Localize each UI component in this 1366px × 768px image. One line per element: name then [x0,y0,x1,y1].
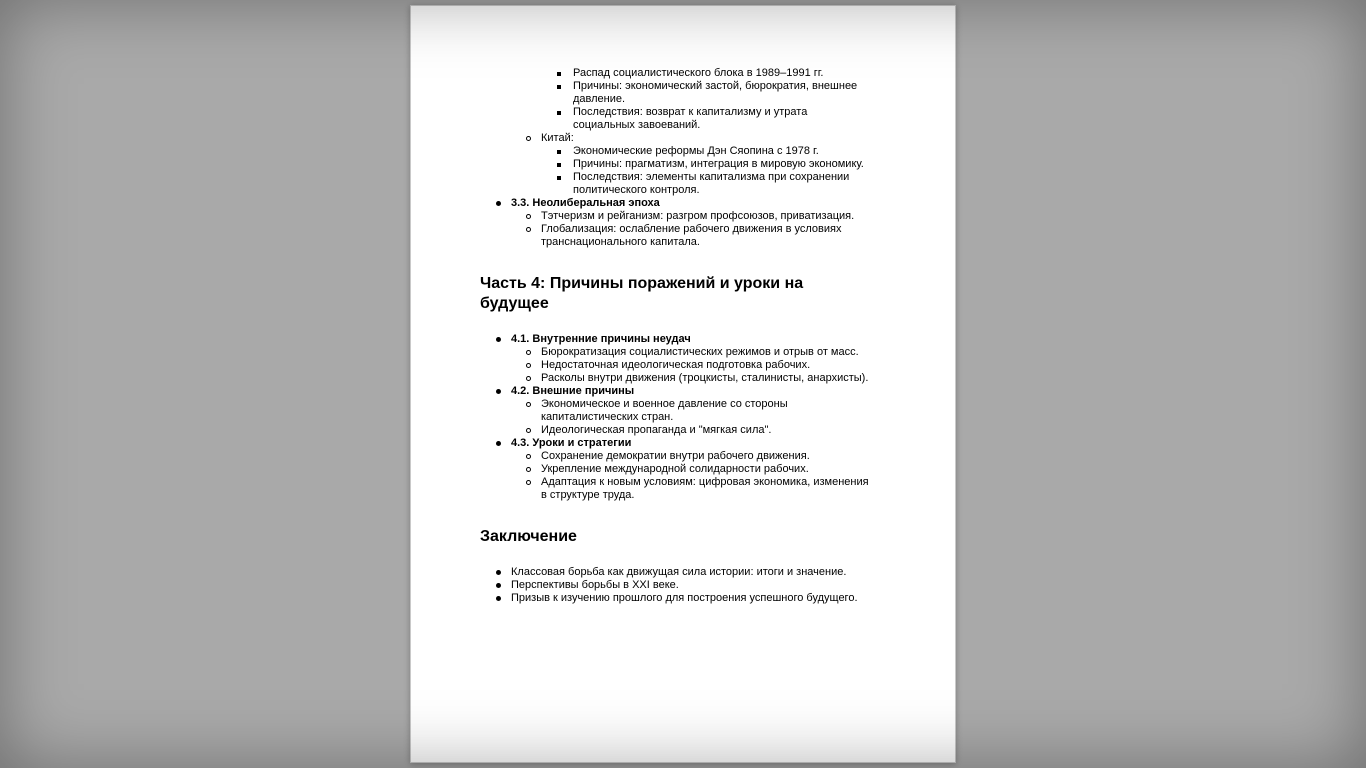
list-item [480,450,869,463]
list-item-text: Причины: прагматизм, интеграция в мировую экономику. [573,158,864,170]
list-item [480,463,869,476]
list-item-text: Недостаточная идеологическая подготовка рабочих. [541,359,811,371]
bullet-disc-icon [496,337,501,342]
list-item [480,579,869,592]
list-item [480,424,869,437]
list-item-text: 4.1. Внутренние причины неудач [511,333,691,345]
document-content [411,6,955,605]
bullet-square-icon [557,176,561,180]
bullet-disc-icon [496,389,501,394]
list-item-text: Перспективы борьбы в XXI веке. [511,579,679,591]
list-block [480,566,869,605]
bullet-square-icon [557,85,561,89]
list-item-text: Последствия: элементы капитализма при сохранении политического контроля. [573,171,850,196]
list-item-text: 3.3. Неолиберальная эпоха [511,197,660,209]
list-item [480,372,869,385]
document-page [410,5,956,763]
list-item [480,437,869,450]
bullet-circle-icon [526,467,531,472]
list-item [480,145,869,158]
bullet-circle-icon [526,454,531,459]
list-item-text: Бюрократизация социалистических режимов и отрыв от масс. [541,346,859,358]
list-item-text: 4.3. Уроки и стратегии [511,437,632,449]
bullet-circle-icon [526,214,531,219]
list-item-text: Тэтчеризм и рейганизм: разгром профсоюзов, приватизация. [541,210,855,222]
list-item-text: Сохранение демократии внутри рабочего движения. [541,450,810,462]
list-item [480,346,869,359]
list-item [480,171,869,197]
list-item-text: 4.2. Внешние причины [511,385,635,397]
bullet-square-icon [557,163,561,167]
list-item-text: Классовая борьба как движущая сила истории: итоги и значение. [511,566,847,578]
bullet-circle-icon [526,402,531,407]
bullet-circle-icon [526,350,531,355]
list-item-text: Причины: экономический застой, бюрократия, внешнее давление. [573,80,858,105]
list-item [480,333,869,346]
list-item-text: Идеологическая пропаганда и "мягкая сила". [541,424,772,436]
list-item-text: Последствия: возврат к капитализму и утрата социальных завоеваний. [573,106,808,131]
bullet-disc-icon [496,583,501,588]
bullet-circle-icon [526,227,531,232]
section-heading-part4: Часть 4: Причины поражений и уроки на будущее [480,275,804,312]
list-item [480,398,869,424]
list-item [480,476,869,502]
bullet-disc-icon [496,201,501,206]
list-block [480,67,869,249]
bullet-circle-icon [526,376,531,381]
list-item-text: Китай: [541,132,574,144]
list-block [480,333,869,502]
bullet-disc-icon [496,570,501,575]
bullet-circle-icon [526,136,531,141]
list-item [480,197,869,210]
list-item [480,385,869,398]
list-item-text: Экономическое и военное давление со стороны капиталистических стран. [541,398,788,423]
bullet-circle-icon [526,363,531,368]
list-item [480,566,869,579]
list-item [480,67,869,80]
list-item-text: Распад социалистического блока в 1989–1991 гг. [573,67,824,79]
bullet-square-icon [557,111,561,115]
list-item [480,132,869,145]
list-item [480,158,869,171]
list-item [480,592,869,605]
list-item-text: Адаптация к новым условиям: цифровая экономика, изменения в структуре труда. [541,476,869,501]
list-item-text: Расколы внутри движения (троцкисты, сталинисты, анархисты). [541,372,869,384]
bullet-square-icon [557,72,561,76]
section-heading-conclusion: Заключение [480,528,577,545]
list-item-text: Экономические реформы Дэн Сяопина с 1978 г. [573,145,819,157]
list-item-text: Глобализация: ослабление рабочего движения в условиях транснационального капитала. [541,223,842,248]
bullet-circle-icon [526,480,531,485]
list-item-text: Призыв к изучению прошлого для построения успешного будущего. [511,592,858,604]
bullet-square-icon [557,150,561,154]
list-item [480,106,869,132]
list-item [480,80,869,106]
bullet-disc-icon [496,441,501,446]
list-item [480,210,869,223]
bullet-disc-icon [496,596,501,601]
list-item-text: Укрепление международной солидарности рабочих. [541,463,809,475]
bullet-circle-icon [526,428,531,433]
list-item [480,223,869,249]
list-item [480,359,869,372]
